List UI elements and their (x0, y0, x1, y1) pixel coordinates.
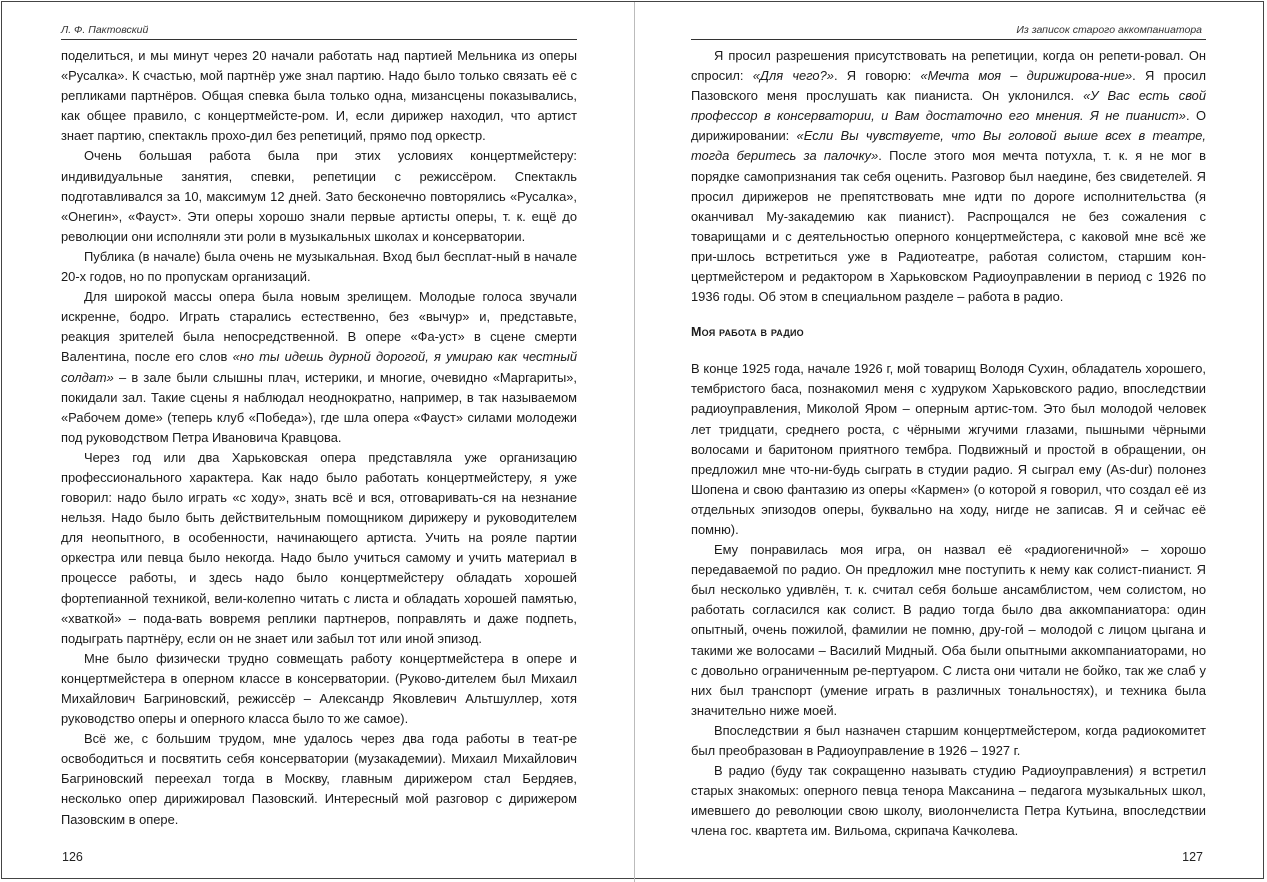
running-head-title: Из записок старого аккомпаниатора (1016, 24, 1202, 36)
text-span: Я просил разрешения присутствовать на репетиции, когда он репети-ровал. Он спросил: (691, 48, 1206, 84)
text-span: . После этого моя мечта потухла, т. к. я не мог в порядке самопризнания так себя оценить. Разговор был наедине, без свидетелей. Я просил дирижеров не препятствовать мне идти по дороге исполнительства (я оканчивал Му-закадемию как пианист). Распрощался не без сожаления с товарищами и с деятельностью оперного концертмейстера, с каковой мне всё же при-шлось встретиться уже в Радиотеатре, работая солистом, старшим кон-цертмейстером и редактором в Харьковском Радиоуправлении в период с 1926 по 1936 годы. Об этом в специальном разделе – работа в радио. (691, 148, 1206, 305)
right-body-text (691, 46, 1206, 841)
text-span: Для широкой массы опера была новым зрелищем. Молодые голоса звучали искренне, бодро. Играть старались естественно, без «вычур» и, представьте, реакция зрителей была непосредственной. В опере «Фа-уст» в сцене смерти Валентина, после его слов (61, 289, 577, 365)
paragraph: Публика (в начале) была очень не музыкальная. Вход был бесплат-ный в начале 20-х годов, но по пропускам организаций. (61, 248, 577, 285)
right-page (635, 2, 1265, 880)
paragraph: Очень большая работа была при этих условиях концертмейстеру: индивидуальные занятия, спевки, репетиции с режиссёром. Спектакль подготавливался за 10, максимум 12 дней. Зато бесконечно повторялись «Русалка», «Онегин», «Фауст». Эти оперы хорошо знали первые артисты оперы, т. к. ещё до революции они исполняли эти роли в музыкальных школах и консерватории. (61, 148, 577, 244)
left-page (2, 2, 632, 880)
quote: «Если Вы чувствуете, что Вы головой выше всех в театре, тогда беритесь за палочку» (691, 128, 1206, 164)
header-rule (61, 39, 577, 40)
text-span: . Я говорю: (833, 68, 921, 84)
paragraph: В конце 1925 года, начале 1926 г, мой товарищ Володя Сухин, обладатель хорошего, тембристого баса, познакомил меня с худруком Харьковского радио, впоследствии радиоуправления, Миколой Яром – оперным артис-том. Это был молодой человек лет тридцати, среднего роста, с чёрными жгучими глазами, пышными чёрными волосами и баритоном приятного тембра. Подвижный и простой в обращении, он предложил мне что-ни-будь сыграть в студии радио. Я сыграл ему (As-dur) полонез Шопена и свою фантазию из оперы «Кармен» (о которой я говорил, что создал её из отдельных эпизодов оперы, буквально на ходу, нигде не записав. Я и сейчас её помню). (691, 361, 1206, 537)
left-body-text (61, 46, 577, 830)
paragraph (61, 287, 577, 448)
paragraph: Через год или два Харьковская опера представляла уже организацию профессионального характера. Как надо было работать концертмейстеру, я уже говорил: надо было играть «с ходу», знать всё и вся, отговаривать-ся на незнание нельзя. Надо было быть действительным помощником дирижеру и руководителем для неопытного, в особенности, начинающего артиста. Учить на рояле партии оркестра или певца было некогда. Надо было учиться самому и учить материал в процессе работы, и здесь надо было концертмейстеру обладать хорошей фортепианной техникой, вели-колепно читать с листа и обладать хорошей памятью, «хваткой» – пода-вать вовремя реплики партнеров, поправлять и даже подпеть, подыграть партнёру, если он не знает или забыл тот или иной эпизод. (61, 449, 577, 646)
quote: «Для чего?» (752, 68, 834, 84)
paragraph: В радио (буду так сокращенно называть студию Радиоуправления) я встретил старых знакомых: оперного певца тенора Максанина – педагога музыкальных школ, имевшего до революции свою школу, виолончелиста Петра Кутьина, впоследствии члена гос. квартета им. Вильома, скрипача Качколева. (691, 763, 1206, 839)
book-spread (1, 1, 1264, 879)
paragraph: Впоследствии я был назначен старшим концертмейстером, когда радиокомитет был преобразован в Радиоуправление в 1926 – 1927 г. (691, 722, 1206, 758)
page-number: 127 (1182, 850, 1203, 864)
header-rule (691, 39, 1206, 40)
page-number: 126 (62, 850, 83, 864)
section-heading: Моя работа в радио (691, 325, 804, 340)
paragraph: Ему понравилась моя игра, он назвал её «радиогеничной» – хорошо передаваемой по радио. Он предложил мне поступить к нему как солист-пианист. Я был несколько удивлён, т. к. считал себя больше ансамблистом, чем солистом, но работать согласился как солист. В радио тогда было два аккомпаниатора: один опытный, очень пожилой, фамилии не помню, дру-гой – молодой с лицом цыгана и такими же волосами – Василий Мидный. Оба были опытными аккомпаниаторами, но с довольно ограниченным ре-пертуаром. С листа они читали не бойко, так же слаб у них был транспорт (умение играть в различных тональностях), и техника была значительно ниже моей. (691, 542, 1206, 718)
paragraph (691, 46, 1206, 307)
quote: «Мечта моя – дирижирова-ние» (920, 68, 1133, 84)
paragraph: Мне было физически трудно совмещать работу концертмейстера в опере и концертмейстера в оперном классе в консерватории. (Руково-дителем был Михаил Михайлович Багриновский, режиссёр – Александр Яковлевич Альтшуллер, хотя руководство оперы и оперного класса было то же самое). (61, 650, 577, 727)
running-head-author: Л. Ф. Пактовский (61, 24, 149, 36)
text-span: – в зале были слышны плач, истерики, и многие, очевидно «Маргариты», покидали зал. Такие сцены я наблюдал неоднократно, например, в так называемом «Рабочем доме» (теперь клуб «Победа»), где шла опера «Фауст» силами молодежи под руководством Петра Ивановича Кравцова. (61, 369, 577, 445)
text-span: . О дирижировании: (691, 108, 1206, 144)
text-span: . Я просил Пазовского меня прослушать как пианиста. Он уклонился. (691, 68, 1207, 104)
quote: «У Вас есть свой профессор в консерватории, и Вам достаточно его мнения. Я не пианист» (691, 88, 1206, 124)
paragraph: поделиться, и мы минут через 20 начали работать над партией Мельника из оперы «Русалка». К счастью, мой партнёр уже знал партию. Надо было только связать её с репликами партнёров. Общая спевка была только одна, мизансцены показывались, как общее правило, с концертмейсте-ром. И, если дирижер находил, что артист знает партию, спектакль прохо-дил без репетиций, прямо под оркестр. (61, 48, 577, 144)
paragraph: Всё же, с большим трудом, мне удалось через два года работы в теат-ре освободиться и посвятить себя консерватории (музакадемии). Михаил Михайлович Багриновский переехал тогда в Москву, главным дирижером стал Бердяев, несколько опер дирижировал Пазовский. Интересный мой разговор с дирижером Пазовским в опере. (61, 731, 577, 827)
quote: «но ты идешь дурной дорогой, я умираю как честный солдат» (61, 349, 577, 385)
